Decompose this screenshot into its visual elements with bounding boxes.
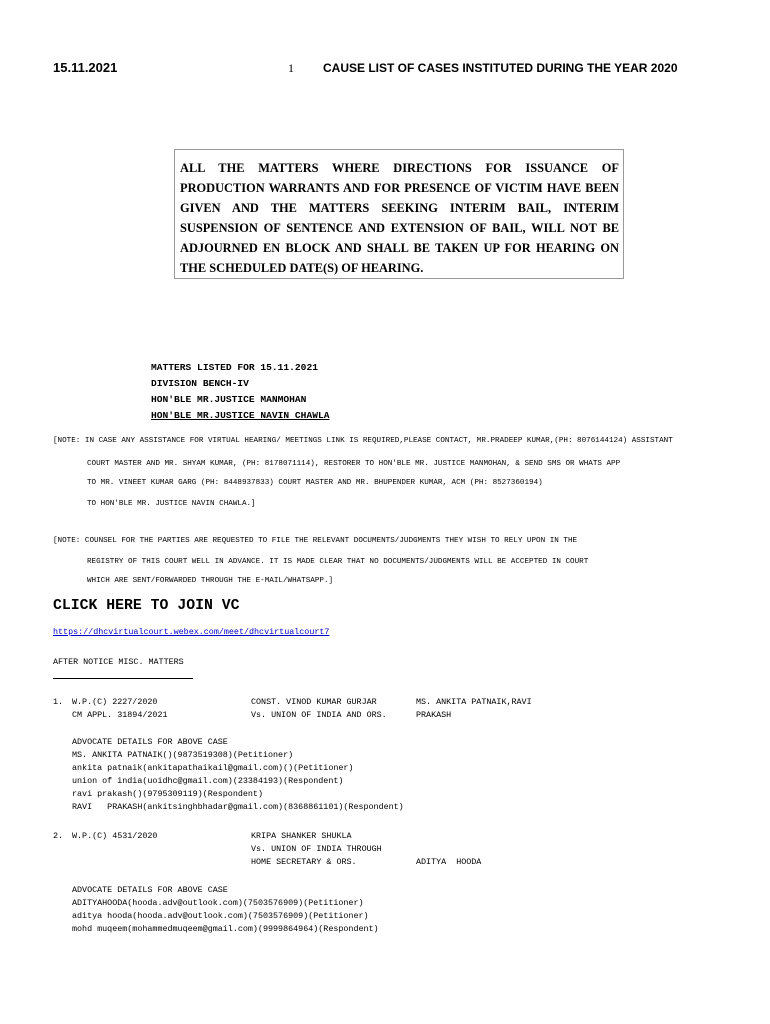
- party-line: HOME SECRETARY & ORS.: [251, 857, 357, 867]
- note-line: TO MR. VINEET KUMAR GARG (PH: 8448937833) COURT MASTER AND MR. BHUPENDER KUMAR, ACM (PH: 8527360194): [87, 479, 543, 487]
- judge-name: HON'BLE MR.JUSTICE MANMOHAN: [151, 394, 307, 405]
- bench-name: DIVISION BENCH-IV: [151, 378, 249, 389]
- advocate-line: PRAKASH: [416, 710, 452, 720]
- case-number-line: W.P.(C) 2227/2020: [72, 697, 158, 707]
- advocate-details: [72, 884, 379, 936]
- case-number-line: W.P.(C) 4531/2020: [72, 831, 158, 841]
- advocate-detail-line: ankita patnaik(ankitapathaikail@gmail.com)()(Petitioner): [72, 763, 354, 773]
- advocate-detail-line: union of india(uoidhc@gmail.com)(23384193)(Respondent): [72, 776, 344, 786]
- note-line: [NOTE: COUNSEL FOR THE PARTIES ARE REQUESTED TO FILE THE RELEVANT DOCUMENTS/JUDGMENTS THEY WISH TO RELY UPON IN THE: [53, 537, 578, 545]
- note-line: TO HON'BLE MR. JUSTICE NAVIN CHAWLA.]: [87, 500, 256, 508]
- section-title: AFTER NOTICE MISC. MATTERS: [53, 657, 184, 667]
- join-vc-link[interactable]: CLICK HERE TO JOIN VC: [53, 598, 240, 614]
- vc-url-link[interactable]: https://dhcvirtualcourt.webex.com/meet/dhcvirtualcourt7: [53, 627, 330, 637]
- listing-block: [151, 360, 329, 424]
- advocate-line: MS. ANKITA PATNAIK,RAVI: [416, 697, 532, 707]
- advocate-detail-line: mohd muqeem(mohammedmuqeem@gmail.com)(9999864964)(Respondent): [72, 924, 379, 934]
- section-divider: [53, 678, 193, 679]
- advocate-detail-line: ADITYAHOODA(hooda.adv@outlook.com)(7503576909)(Petitioner): [72, 898, 364, 908]
- note-line: COURT MASTER AND MR. SHYAM KUMAR, (PH: 8178071114), RESTORER TO HON'BLE MR. JUSTICE MANMOHAN, & SEND SMS OR WHATS APP: [87, 460, 621, 468]
- case-advocate: [416, 696, 532, 722]
- header-date: 15.11.2021: [53, 60, 118, 75]
- party-line: Vs. UNION OF INDIA THROUGH: [251, 844, 382, 854]
- advocate-detail-line: MS. ANKITA PATNAIK()(9873519308)(Petitioner): [72, 750, 294, 760]
- advocate-line: ADITYA HOODA: [416, 857, 482, 867]
- advocate-details-title: ADVOCATE DETAILS FOR ABOVE CASE: [72, 737, 228, 747]
- notice-box: [174, 149, 624, 279]
- advocate-details: [72, 736, 404, 814]
- notice-text: ALL THE MATTERS WHERE DIRECTIONS FOR ISSUANCE OF PRODUCTION WARRANTS AND FOR PRESENCE OF VICTIM HAVE BEEN GIVEN AND THE MATTERS SEEKING INTERIM BAIL, INTERIM SUSPENSION OF SENTENCE AND EXTENSION OF BAIL, WILL NOT BE ADJOURNED EN BLOCK AND SHALL BE TAKEN UP FOR HEARING ON THE SCHEDULED DATE(S) OF HEARING.: [180, 161, 619, 275]
- case-number: [72, 696, 168, 722]
- header-title: CAUSE LIST OF CASES INSTITUTED DURING THE YEAR 2020: [323, 61, 678, 75]
- advocate-detail-line: RAVI PRAKASH(ankitsinghbhadar@gmail.com)(8368861101)(Respondent): [72, 802, 404, 812]
- case-parties: [251, 696, 387, 722]
- case-parties: [251, 830, 382, 869]
- case-serial: 2.: [53, 831, 64, 841]
- page-number: 1: [288, 61, 294, 75]
- judge-name: HON'BLE MR.JUSTICE NAVIN CHAWLA: [151, 410, 330, 421]
- note-line: REGISTRY OF THIS COURT WELL IN ADVANCE. IT IS MADE CLEAR THAT NO DOCUMENTS/JUDGMENTS WILL BE ACCEPTED IN COURT: [87, 558, 589, 566]
- note-line: WHICH ARE SENT/FORWARDED THROUGH THE E-MAIL/WHATSAPP.]: [87, 577, 334, 585]
- matters-listed: MATTERS LISTED FOR 15.11.2021: [151, 362, 318, 373]
- advocate-details-title: ADVOCATE DETAILS FOR ABOVE CASE: [72, 885, 228, 895]
- case-number-line: CM APPL. 31894/2021: [72, 710, 168, 720]
- case-advocate: [416, 830, 481, 895]
- advocate-detail-line: ravi prakash()(9795309119)(Respondent): [72, 789, 263, 799]
- case-number: [72, 830, 157, 843]
- advocate-detail-line: aditya hooda(hooda.adv@outlook.com)(7503576909)(Petitioner): [72, 911, 369, 921]
- party-line: Vs. UNION OF INDIA AND ORS.: [251, 710, 387, 720]
- note-line: [NOTE: IN CASE ANY ASSISTANCE FOR VIRTUAL HEARING/ MEETINGS LINK IS REQUIRED,PLEASE CONTACT, MR.PRADEEP KUMAR,(PH: 8076144124) ASSISTANT: [53, 437, 673, 445]
- party-line: KRIPA SHANKER SHUKLA: [251, 831, 352, 841]
- party-line: CONST. VINOD KUMAR GURJAR: [251, 697, 377, 707]
- case-serial: 1.: [53, 697, 64, 707]
